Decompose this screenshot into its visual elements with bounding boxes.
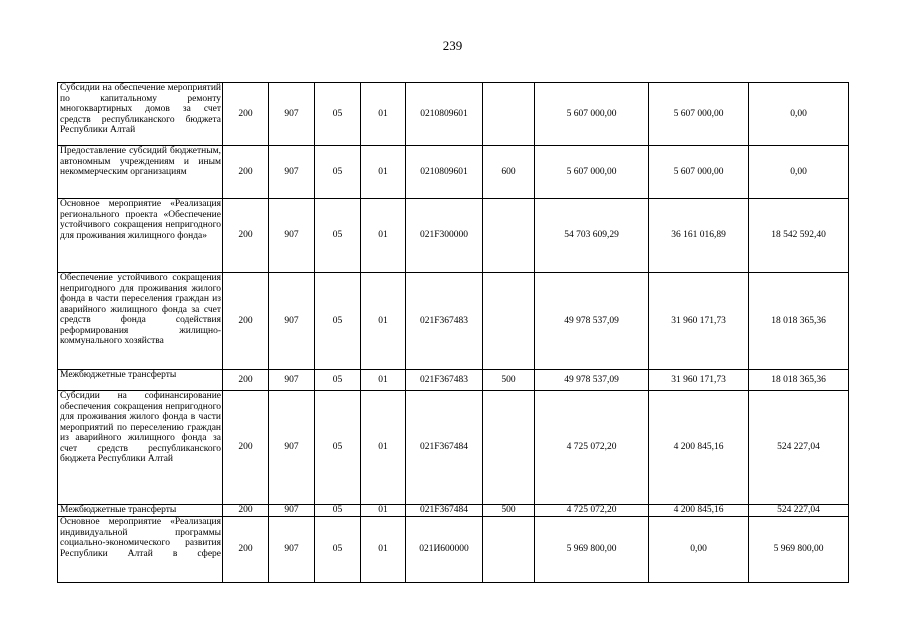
cell-target-article: 021F367483 <box>406 273 483 370</box>
cell-sum-total: 4 725 072,20 <box>535 391 649 505</box>
row-name: Межбюджетные трансферты <box>58 370 223 391</box>
row-name: Предоставление субсидий бюджетным, автономным учреждениям и иным некоммерческим организациям <box>58 146 223 199</box>
cell-sum-third: 18 018 365,36 <box>749 273 849 370</box>
cell-ministry: 907 <box>269 517 315 583</box>
row-name: Основное мероприятие «Реализация индивидуальной программы социально-экономического развития Республики Алтай в сфере <box>58 517 223 583</box>
cell-subsection: 01 <box>361 517 406 583</box>
cell-sum-total: 54 703 609,29 <box>535 199 649 273</box>
cell-target-article: 021F367484 <box>406 391 483 505</box>
cell-expense-type: 600 <box>483 146 535 199</box>
cell-section: 05 <box>315 199 361 273</box>
row-name: Субсидии на софинансирование обеспечения сокращения непригодного для проживания жилого фонда в части мероприятий по переселению граждан из аварийного жилищного фонда за счет средств республиканского бюджета Республики Алтай <box>58 391 223 505</box>
cell-sum-total: 49 978 537,09 <box>535 273 649 370</box>
cell-sum-second: 0,00 <box>649 517 749 583</box>
cell-subsection: 01 <box>361 273 406 370</box>
cell-expense-type: 500 <box>483 505 535 517</box>
cell-subsection: 01 <box>361 199 406 273</box>
cell-section: 05 <box>315 370 361 391</box>
cell-code: 200 <box>223 83 269 146</box>
cell-sum-second: 5 607 000,00 <box>649 146 749 199</box>
row-name: Субсидии на обеспечение мероприятий по капитальному ремонту многоквартирных домов за счет средств республиканского бюджета Республики Алтай <box>58 83 223 146</box>
cell-subsection: 01 <box>361 370 406 391</box>
cell-sum-total: 5 607 000,00 <box>535 83 649 146</box>
cell-sum-second: 36 161 016,89 <box>649 199 749 273</box>
cell-target-article: 0210809601 <box>406 83 483 146</box>
cell-sum-total: 5 607 000,00 <box>535 146 649 199</box>
cell-ministry: 907 <box>269 370 315 391</box>
table-row <box>58 370 849 391</box>
cell-target-article: 021F367483 <box>406 370 483 391</box>
cell-sum-third: 18 542 592,40 <box>749 199 849 273</box>
cell-subsection: 01 <box>361 505 406 517</box>
table-row <box>58 83 849 146</box>
cell-target-article: 0210809601 <box>406 146 483 199</box>
row-name: Основное мероприятие «Реализация регионального проекта «Обеспечение устойчивого сокращения непригодного для проживания жилищного фонда» <box>58 199 223 273</box>
budget-table <box>57 82 849 583</box>
cell-sum-third: 18 018 365,36 <box>749 370 849 391</box>
cell-sum-second: 5 607 000,00 <box>649 83 749 146</box>
cell-sum-second: 4 200 845,16 <box>649 391 749 505</box>
cell-code: 200 <box>223 273 269 370</box>
table-row <box>58 517 849 583</box>
cell-sum-third: 524 227,04 <box>749 391 849 505</box>
cell-ministry: 907 <box>269 391 315 505</box>
cell-code: 200 <box>223 505 269 517</box>
cell-code: 200 <box>223 517 269 583</box>
cell-sum-second: 31 960 171,73 <box>649 273 749 370</box>
cell-section: 05 <box>315 146 361 199</box>
cell-code: 200 <box>223 146 269 199</box>
cell-ministry: 907 <box>269 146 315 199</box>
cell-target-article: 021F300000 <box>406 199 483 273</box>
cell-target-article: 021F367484 <box>406 505 483 517</box>
cell-expense-type <box>483 199 535 273</box>
table-row <box>58 273 849 370</box>
cell-ministry: 907 <box>269 273 315 370</box>
table-row <box>58 146 849 199</box>
cell-ministry: 907 <box>269 505 315 517</box>
cell-subsection: 01 <box>361 146 406 199</box>
cell-ministry: 907 <box>269 83 315 146</box>
cell-sum-second: 4 200 845,16 <box>649 505 749 517</box>
cell-code: 200 <box>223 391 269 505</box>
cell-section: 05 <box>315 517 361 583</box>
cell-expense-type <box>483 273 535 370</box>
cell-code: 200 <box>223 199 269 273</box>
table-row <box>58 391 849 505</box>
cell-sum-third: 524 227,04 <box>749 505 849 517</box>
cell-expense-type <box>483 391 535 505</box>
table-row <box>58 505 849 517</box>
cell-expense-type <box>483 83 535 146</box>
row-name: Межбюджетные трансферты <box>58 505 223 517</box>
cell-expense-type: 500 <box>483 370 535 391</box>
cell-code: 200 <box>223 370 269 391</box>
cell-target-article: 021И600000 <box>406 517 483 583</box>
cell-sum-total: 4 725 072,20 <box>535 505 649 517</box>
row-name: Обеспечение устойчивого сокращения непригодного для проживания жилого фонда в части переселения граждан из аварийного жилищного фонда за счет средств фонда содействия реформирования жилищно-коммунального хозяйства <box>58 273 223 370</box>
cell-sum-total: 49 978 537,09 <box>535 370 649 391</box>
cell-subsection: 01 <box>361 83 406 146</box>
cell-sum-second: 31 960 171,73 <box>649 370 749 391</box>
cell-expense-type <box>483 517 535 583</box>
cell-sum-third: 0,00 <box>749 146 849 199</box>
cell-sum-total: 5 969 800,00 <box>535 517 649 583</box>
cell-subsection: 01 <box>361 391 406 505</box>
cell-section: 05 <box>315 505 361 517</box>
cell-ministry: 907 <box>269 199 315 273</box>
cell-sum-third: 5 969 800,00 <box>749 517 849 583</box>
page-number: 239 <box>442 38 463 53</box>
cell-section: 05 <box>315 273 361 370</box>
cell-sum-third: 0,00 <box>749 83 849 146</box>
cell-section: 05 <box>315 83 361 146</box>
table-row <box>58 199 849 273</box>
cell-section: 05 <box>315 391 361 505</box>
